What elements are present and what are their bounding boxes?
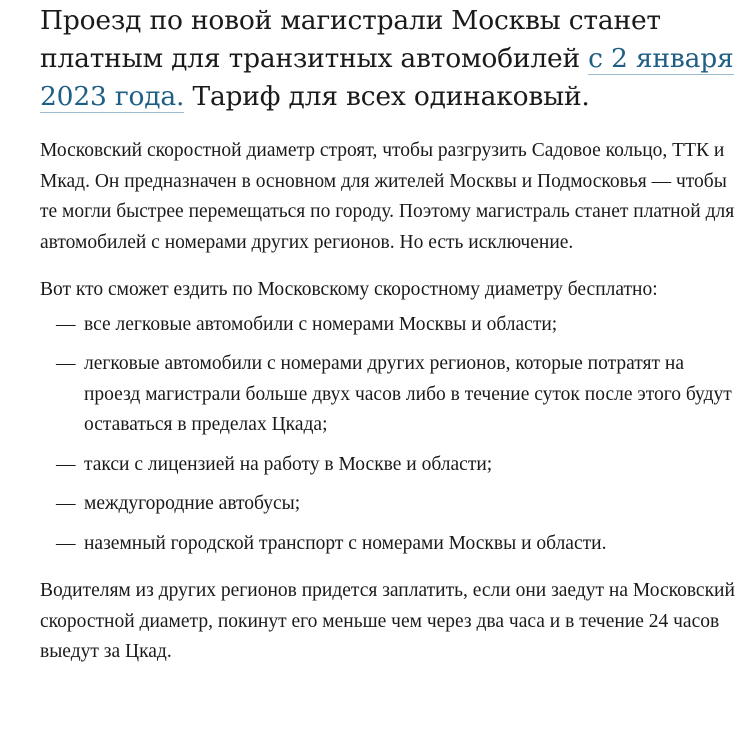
paragraph-intro: Московский скоростной диаметр строят, чтобы разгрузить Садовое кольцо, ТТК и Мкад. Он предназначен в основном для жителей Москвы и Подмосковья — чтобы те могли быстрее перемещаться по городу. Поэтому магистраль станет платной для автомобилей с номерами других регионов. Но есть исключение. (40, 140, 735, 253)
list-item-text: такси с лицензией на работу в Москве и области; (84, 453, 493, 475)
lead-text-start: Проезд по новой магистрали Москвы станет платным для транзитных автомобилей (40, 5, 661, 74)
list-item (40, 489, 745, 520)
dash-marker: — (56, 493, 76, 514)
paragraph-paid: Водителям из других регионов придется заплатить, если они заедут на Московский скоростной диаметр, покинут его меньше чем через два часа и в течение 24 часов выедут за Цкад. (40, 580, 735, 662)
list-item-text: наземный городской транспорт с номерами Москвы и области. (84, 532, 607, 554)
list-item-text: все легковые автомобили с номерами Москвы и области; (84, 313, 558, 335)
dash-marker: — (56, 453, 76, 475)
list-item-text: междугородние автобусы; (84, 493, 301, 514)
dash-marker: — (56, 313, 76, 335)
list-item (40, 450, 745, 481)
list-item (40, 529, 745, 560)
paragraph-free-intro: Вот кто сможет ездить по Московскому скоростному диаметру бесплатно: (40, 279, 658, 300)
dash-marker: — (56, 532, 76, 554)
list-item (40, 349, 745, 441)
lead-text-end: Тариф для всех одинаковый. (184, 81, 590, 112)
list-item (40, 310, 745, 341)
date-link[interactable]: с 2 января 2023 года. (40, 43, 734, 112)
dash-marker: — (56, 353, 76, 374)
list-item-text: легковые автомобили с номерами других регионов, которые потратят на проезд магистрали больше двух часов либо в течение суток после этого будут оставаться в пределах Цкада; (84, 353, 732, 435)
free-vehicles-list (40, 310, 745, 560)
article-body (40, 0, 745, 668)
article-lead (40, 0, 745, 116)
